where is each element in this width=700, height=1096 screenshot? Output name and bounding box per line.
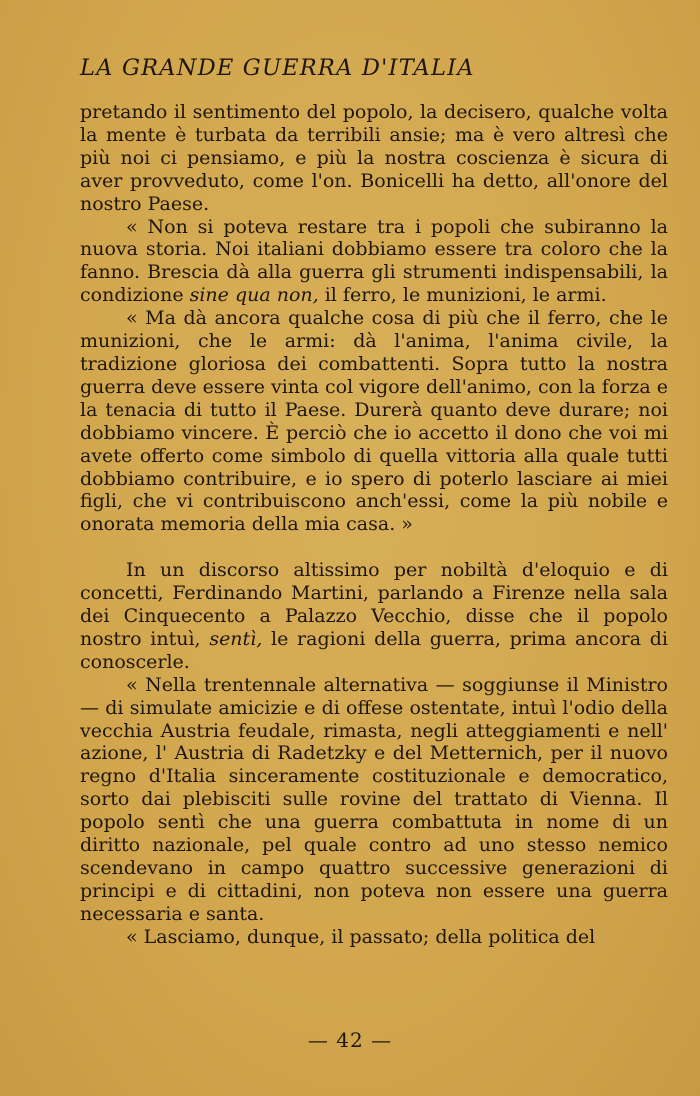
italic-phrase: sine qua non, <box>189 284 319 307</box>
paragraph: pretando il sentimento del popolo, la decisero, qualche volta la mente è turbata da terribili ansie; ma è vero altresì che più noi ci pensiamo, e più la nostra coscienza è sicura di aver provveduto, come l'on. Bonicelli ha detto, all'onore del nostro Paese. <box>80 101 668 215</box>
text-run: il ferro, le munizioni, le armi. <box>318 284 607 307</box>
italic-word: sentì, <box>209 627 263 650</box>
running-title: LA GRANDE GUERRA D'ITALIA <box>80 55 475 81</box>
page-number: — 42 — <box>307 1028 393 1052</box>
text-run: In un discorso altissimo per nobiltà d'eloquio e di concetti, Ferdinando Martini, parlando a Firenze nella sala dei Cinquecento a Palazzo Vecchio, disse che il popolo nostro intuì, <box>80 559 668 650</box>
paragraph: « Nella trentennale alternativa — soggiunse il Ministro — di simulate amicizie e di offese ostentate, intuì l'odio della vecchia Austria feudale, rimasta, negli atteggiamenti e nell' azione, l' Austria di Radetzky e del Metternich, per il nuovo regno d'Italia sinceramente costituzionale e democratico, sorto dai plebisciti sulle rovine del trattato di Vienna. Il popolo sentì che una guerra combattuta in nome di un diritto nazionale, pel quale contro ad uno stesso nemico scendevano in campo quattro successive generazioni di principi e di cittadini, non poteva non essere una guerra necessaria e santa. <box>80 673 668 925</box>
text-run: le ragioni della guerra, prima ancora di conoscerle. <box>80 627 668 673</box>
paragraph <box>80 559 668 674</box>
paragraph: « Lasciamo, dunque, il passato; della politica del <box>126 925 596 948</box>
text-run: « Non si poteva restare tra i popoli che subiranno la nuova storia. Noi italiani dobbiamo essere tra coloro che la fanno. Brescia dà alla guerra gli strumenti indispensabili, la condizione <box>80 215 668 307</box>
paragraph <box>80 216 668 308</box>
paragraph: « Ma dà ancora qualche cosa di più che il ferro, che le munizioni, che le armi: dà l'anima, l'anima civile, la tradizione gloriosa dei combattenti. Sopra tutto la nostra guerra deve essere vinta col vigore dell'animo, con la forza e la tenacia di tutto il Paese. Durerà quanto deve durare; noi dobbiamo vincere. È perciò che io accetto il dono che voi mi avete offerto come simbolo di quella vittoria alla quale tutti dobbiamo contribuire, e io spero di poterlo lasciare ai miei figli, che vi contribuiscono anch'essi, come la più nobile e onorata memoria della mia casa. » <box>80 307 668 536</box>
body-text <box>80 101 668 949</box>
